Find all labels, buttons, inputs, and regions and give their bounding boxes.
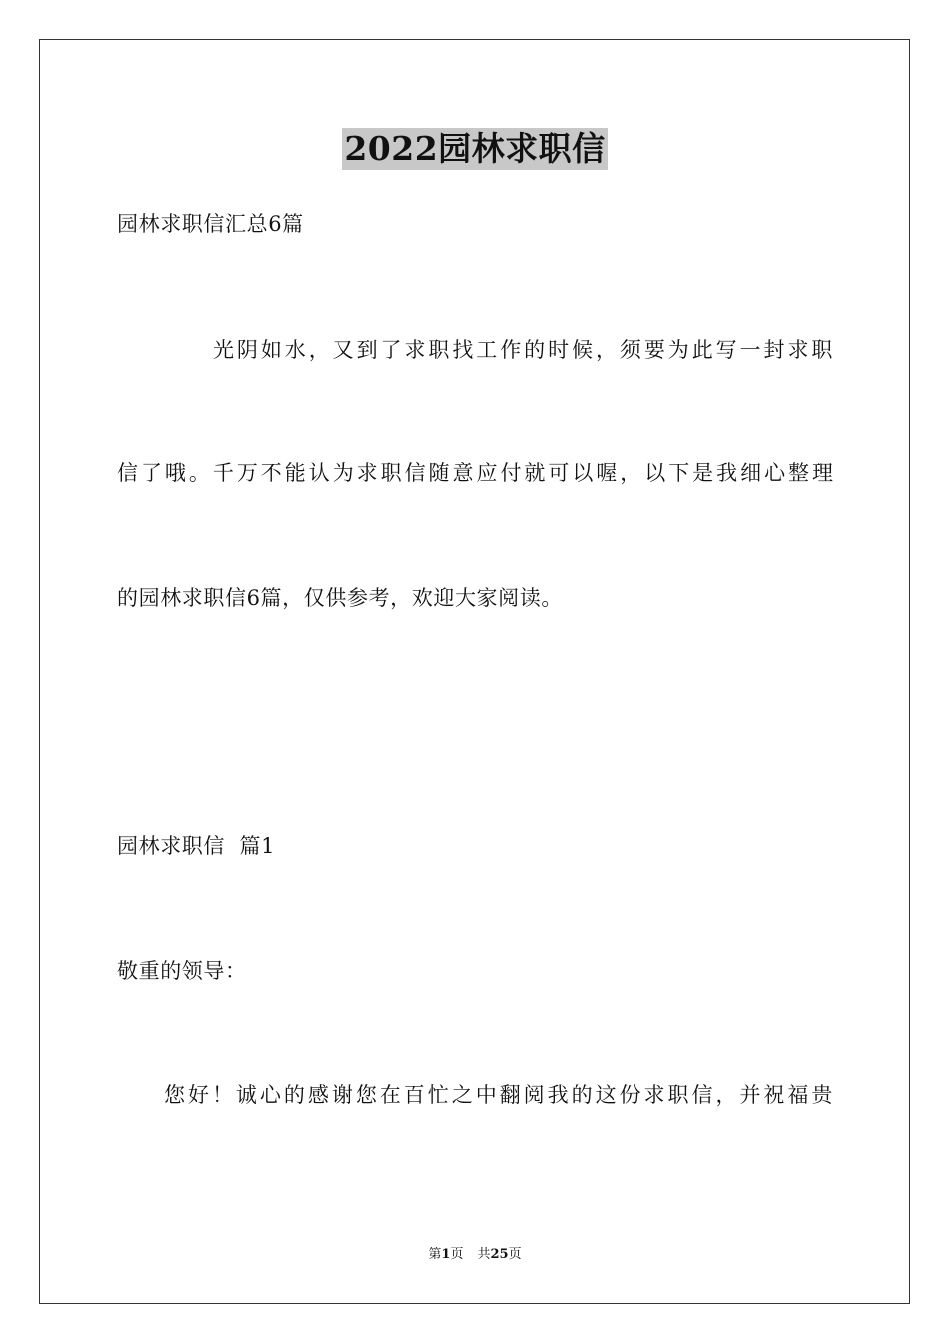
title-block [0,128,950,170]
footer-current-page: 1 [441,1247,451,1262]
intro-line-3: 的园林求职信6篇，仅供参考，欢迎大家阅读。 [117,586,563,610]
body-line-1: 您好！诚心的感谢您在百忙之中翻阅我的这份求职信，并祝福贵 [164,1083,833,1107]
footer-total-suffix: 页 [508,1247,522,1262]
intro-line-2: 信了哦。千万不能认为求职信随意应付就可以喔，以下是我细心整理 [117,461,833,485]
footer-total-pages: 25 [490,1247,509,1262]
section-heading: 园林求职信 篇1 [117,834,276,858]
footer-page-word: 页 [450,1247,464,1262]
document-subtitle: 园林求职信汇总6篇 [117,212,304,236]
salutation: 敬重的领导： [117,959,247,983]
footer-total-prefix: 共 [477,1247,491,1262]
page-footer [0,1246,950,1264]
footer-prefix: 第 [428,1247,442,1262]
intro-line-1: 光阴如水，又到了求职找工作的时候，须要为此写一封求职 [213,338,833,362]
document-title: 2022园林求职信 [344,129,606,168]
